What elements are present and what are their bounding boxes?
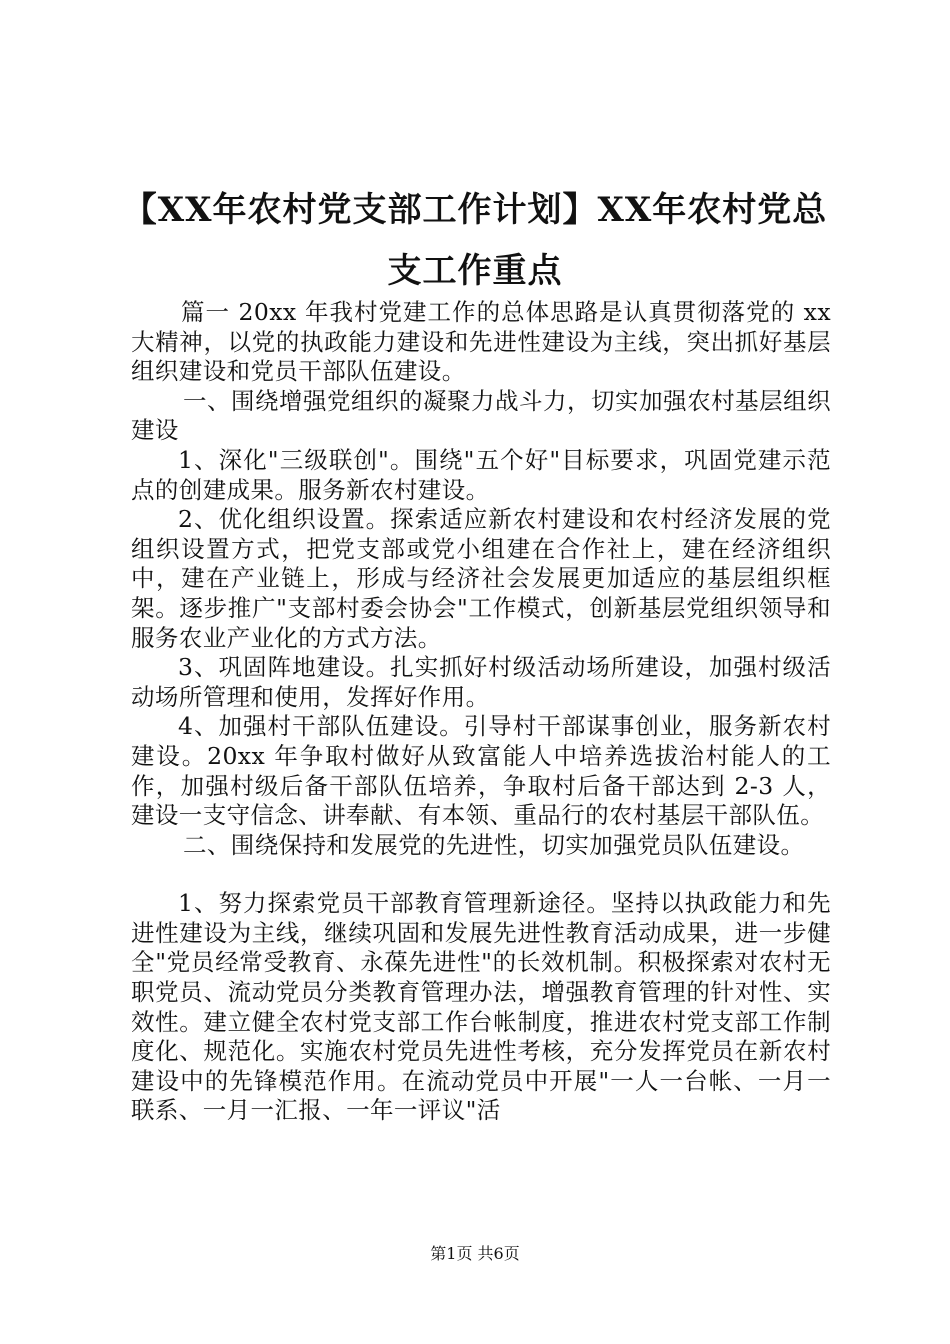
paragraph-2-1: 1、努力探索党员干部教育管理新途径。坚持以执政能力和先进性建设为主线，继续巩固和发展先进性教育活动成果，进一步健全"党员经常受教育、永葆先进性"的长效机制。积极探索对农村无职党员、流动党员分类教育管理办法，增强教育管理的针对性、实效性。建立健全农村党支部工作台帐制度，推进农村党支部工作制度化、规范化。实施农村党员先进性考核，充分发挥党员在新农村建设中的先锋模范作用。在流动党员中开展"一人一台帐、一月一联系、一月一汇报、一年一评议"活 <box>131 889 831 1125</box>
paragraph-1-2: 2、优化组织设置。探索适应新农村建设和农村经济发展的党组织设置方式，把党支部或党小组建在合作社上，建在经济组织中，建在产业链上，形成与经济社会发展更加适应的基层组织框架。逐步推广"支部村委会协会"工作模式，创新基层党组织领导和服务农业产业化的方式方法。 <box>131 505 831 652</box>
paragraph-intro: 篇一 20xx 年我村党建工作的总体思路是认真贯彻落党的 xx 大精神，以党的执政能力建设和先进性建设为主线，突出抓好基层组织建设和党员干部队伍建设。 <box>131 298 831 386</box>
paragraph-1-4: 4、加强村干部队伍建设。引导村干部谋事创业，服务新农村建设。20xx 年争取村做好从致富能人中培养选拔治村能人的工作，加强村级后备干部队伍培养，争取村后备干部达到 2-3 人，建设一支守信念、讲奉献、有本领、重品行的农村基层干部队伍。 <box>131 712 831 830</box>
paragraph-spacer <box>131 860 831 889</box>
paragraph-1-3: 3、巩固阵地建设。扎实抓好村级活动场所建设，加强村级活动场所管理和使用，发挥好作用。 <box>131 653 831 711</box>
document-body <box>131 298 831 1126</box>
section-heading-2: 二、围绕保持和发展党的先进性，切实加强党员队伍建设。 <box>183 830 805 859</box>
document-title-line-2: 支工作重点 <box>387 251 563 291</box>
page-footer: 第1页 共6页 <box>430 1244 520 1263</box>
paragraph-1-1: 1、深化"三级联创"。围绕"五个好"目标要求，巩固党建示范点的创建成果。服务新农村建设。 <box>131 445 831 504</box>
document-title-line-1: 【XX年农村党支部工作计划】XX年农村党总 <box>122 190 828 230</box>
section-heading-1: 一、围绕增强党组织的凝聚力战斗力，切实加强农村基层组织建设 <box>131 386 831 445</box>
